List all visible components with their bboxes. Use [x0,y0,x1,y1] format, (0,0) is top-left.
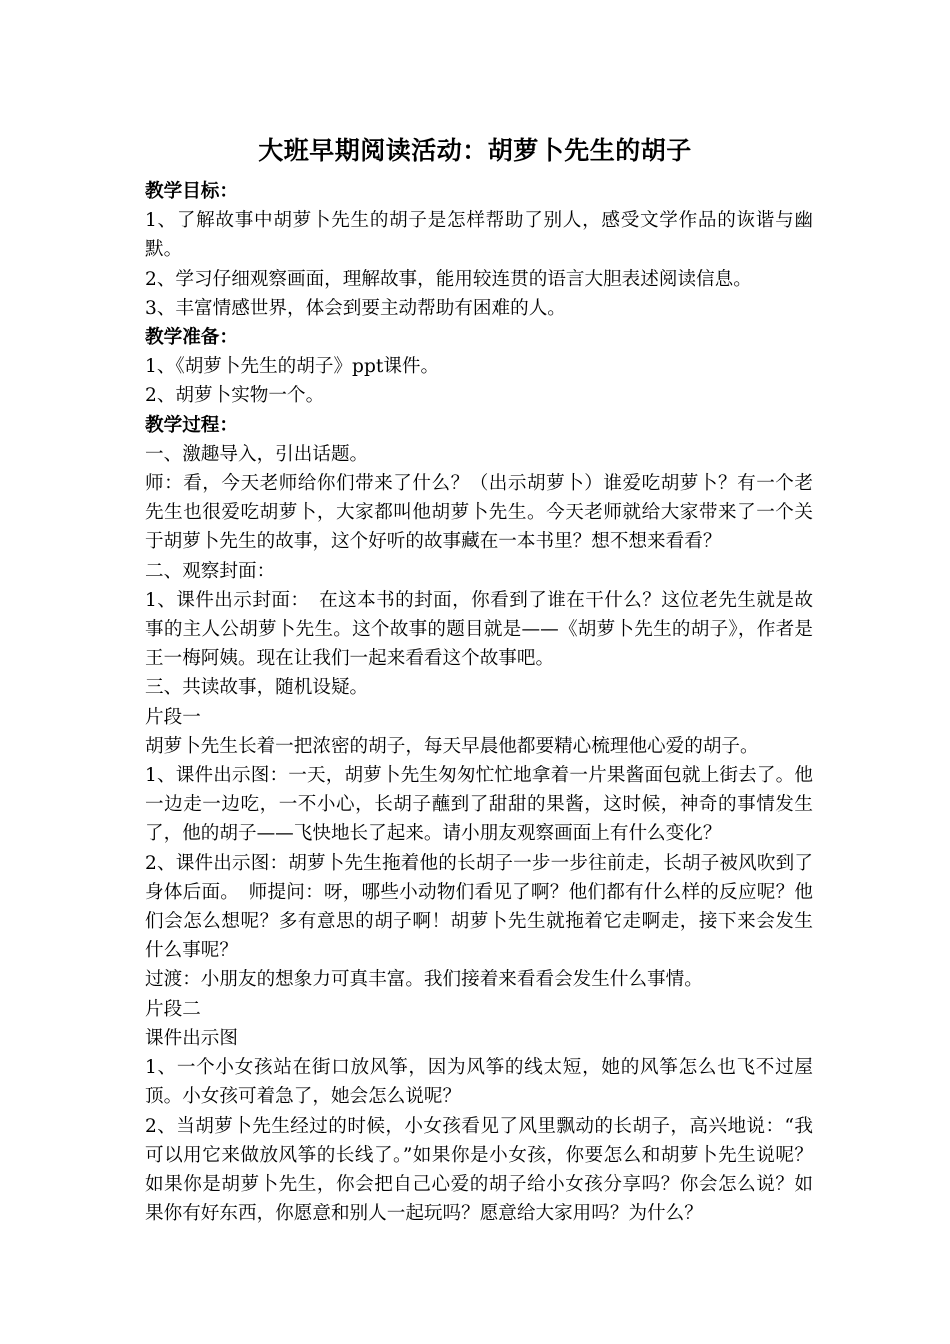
paragraph: 三、共读故事，随机设疑。 [145,677,369,699]
paragraph: 3、丰富情感世界，体会到要主动帮助有困难的人。 [145,297,566,319]
paragraph: 2、当胡萝卜先生经过的时候，小女孩看见了风里飘动的长胡子，高兴地说：“我可以用它来做放风筝的长线了。”如果你是小女孩，你要怎么和胡萝卜先生说呢？如果你是胡萝卜先生，你会把自己心爱的胡子给小女孩分享吗？你会怎么说？如果你有好东西，你愿意和别人一起玩吗？愿意给大家用吗？为什么？ [145,1115,813,1225]
paragraph: 胡萝卜先生长着一把浓密的胡子，每天早晨他都要精心梳理他心爱的胡子。 [145,735,759,757]
paragraph: 片段二 [145,998,201,1020]
paragraph: 二、观察封面： [145,560,276,582]
document-body [145,177,813,1228]
paragraph: 1、课件出示图：一天，胡萝卜先生匆匆忙忙地拿着一片果酱面包就上街去了。他一边走一边吃，一不小心，长胡子蘸到了甜甜的果酱，这时候，神奇的事情发生了，他的胡子——飞快地长了起来。请小朋友观察画面上有什么变化？ [145,765,813,845]
paragraph: 过渡：小朋友的想象力可真丰富。我们接着来看看会发生什么事情。 [145,969,703,991]
paragraph: 2、胡萝卜实物一个。 [145,385,325,407]
paragraph: 1、一个小女孩站在街口放风筝，因为风筝的线太短，她的风筝怎么也飞不过屋顶。小女孩可着急了，她会怎么说呢？ [145,1057,813,1108]
paragraph: 课件出示图 [145,1027,238,1049]
section-heading-objectives: 教学目标： [145,181,238,202]
paragraph: 1、课件出示封面： 在这本书的封面，你看到了谁在干什么？这位老先生就是故事的主人公胡萝卜先生。这个故事的题目就是——《胡萝卜先生的胡子》，作者是王一梅阿姨。现在让我们一起来看看这个故事吧。 [145,589,813,670]
paragraph: 1、了解故事中胡萝卜先生的胡子是怎样帮助了别人，感受文学作品的诙谐与幽默。 [145,210,813,261]
paragraph: 片段一 [145,706,201,728]
paragraph: 1、《胡萝卜先生的胡子》ppt课件。 [145,356,440,378]
section-heading-process: 教学过程： [145,414,238,436]
paragraph: 一、激趣导入，引出话题。 [145,443,369,465]
section-heading-preparation: 教学准备： [145,327,238,349]
paragraph: 2、课件出示图：胡萝卜先生拖着他的长胡子一步一步往前走，长胡子被风吹到了身体后面。 师提问：呀，哪些小动物们看见了啊？他们都有什么样的反应呢？他们会怎么想呢？多有意思的胡子啊！胡萝卜先生就拖着它走啊走，接下来会发生什么事呢？ [145,852,813,962]
paragraph: 2、学习仔细观察画面，理解故事，能用较连贯的语言大胆表述阅读信息。 [145,268,752,290]
document-title: 大班早期阅读活动：胡萝卜先生的胡子 [258,136,692,165]
paragraph: 师：看，今天老师给你们带来了什么？（出示胡萝卜）谁爱吃胡萝卜？有一个老先生也很爱吃胡萝卜，大家都叫他胡萝卜先生。今天老师就给大家带来了一个关于胡萝卜先生的故事，这个好听的故事藏在一本书里？想不想来看看？ [145,473,813,553]
